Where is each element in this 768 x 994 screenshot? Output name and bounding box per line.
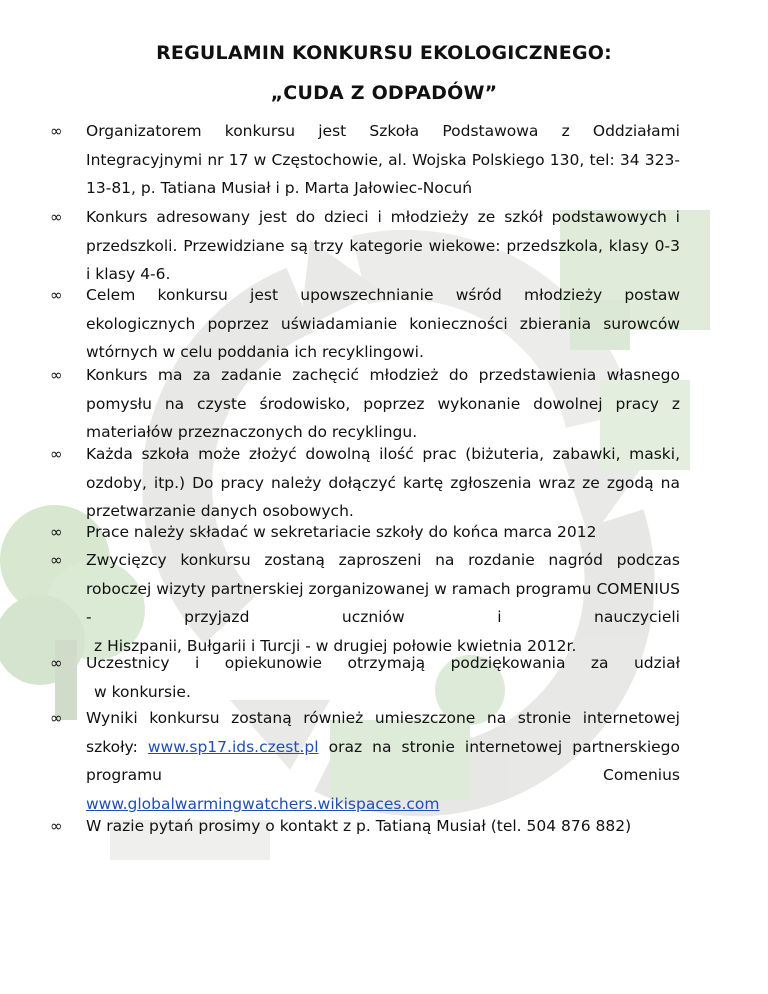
list-item: [50, 812, 680, 841]
list-item: [50, 281, 680, 367]
document-title-line-1: REGULAMIN KONKURSU EKOLOGICZNEGO:: [156, 42, 612, 64]
list-item-text: Celem konkursu jest upowszechnianie wśród młodzieży postaw ekologicznych poprzez uświadamianie konieczności zbierania surowców wtórnych w celu poddania ich recyklingowi.: [86, 286, 680, 362]
list-item-text: Uczestnicy i opiekunowie otrzymają podziękowania za udział: [86, 654, 680, 672]
list-item: [50, 649, 680, 706]
list-item: [50, 546, 680, 661]
infinity-bullet-icon: ∞: [50, 551, 63, 569]
infinity-bullet-icon: ∞: [50, 286, 63, 304]
list-item-text: [86, 704, 680, 790]
infinity-bullet-icon: ∞: [50, 709, 63, 727]
program-website-link[interactable]: www.globalwarmingwatchers.wikispaces.com: [86, 795, 440, 814]
list-item-text: Zwycięzcy konkursu zostaną zaproszeni na rozdanie nagród podczas roboczej wizyty partnerskiej zorganizowanej w ramach programu COMENIUS - przyjazd uczniów i nauczycieli: [86, 551, 680, 627]
list-item-text: Organizatorem konkursu jest Szkoła Podstawowa z Oddziałami Integracyjnymi nr 17 w Częstochowie, al. Wojska Polskiego 130, tel: 34 323-13-81, p. Tatiana Musiał i p. Marta Jałowiec-Nocuń: [86, 122, 680, 198]
list-item: [50, 518, 680, 547]
infinity-bullet-icon: ∞: [50, 817, 63, 835]
list-item: [50, 440, 680, 526]
document-title-line-2: „CUDA Z ODPADÓW”: [270, 82, 498, 104]
list-item-text-middle: oraz na stronie internetowej partnerskiego programu Comenius: [86, 737, 680, 785]
list-item: [50, 117, 680, 203]
infinity-bullet-icon: ∞: [50, 654, 63, 672]
list-item-text: Konkurs adresowany jest do dzieci i młodzieży ze szkół podstawowych i przedszkoli. Przewidziane są trzy kategorie wiekowe: przedszkola, klasy 0-3 i klasy 4-6.: [86, 208, 680, 284]
list-item-text: Prace należy składać w sekretariacie szkoły do końca marca 2012: [86, 523, 597, 541]
list-item-text: Każda szkoła może złożyć dowolną ilość prac (biżuteria, zabawki, maski, ozdoby, itp.) Do pracy należy dołączyć kartę zgłoszenia wraz ze zgodą na przetwarzanie danych osobowych.: [86, 445, 680, 521]
school-website-link[interactable]: www.sp17.ids.czest.pl: [147, 737, 319, 756]
infinity-bullet-icon: ∞: [50, 366, 63, 384]
list-item-text-continuation: w konkursie.: [94, 682, 191, 701]
list-item: [50, 203, 680, 289]
list-item-text: W razie pytań prosimy o kontakt z p. Tatianą Musiał (tel. 504 876 882): [86, 817, 632, 835]
list-item: [50, 704, 680, 819]
list-item-text: Konkurs ma za zadanie zachęcić młodzież do przedstawienia własnego pomysłu na czyste środowisko, poprzez wykonanie dowolnej pracy z materiałów przeznaczonych do recyklingu.: [86, 366, 680, 442]
list-item-text-continuation: z Hiszpanii, Bułgarii i Turcji - w drugiej połowie kwietnia 2012r.: [94, 637, 577, 656]
infinity-bullet-icon: ∞: [50, 122, 63, 140]
infinity-bullet-icon: ∞: [50, 445, 63, 463]
infinity-bullet-icon: ∞: [50, 208, 63, 226]
list-item-text-start: Wyniki konkursu zostaną również umieszczone na stronie internetowej szkoły:: [86, 709, 680, 756]
infinity-bullet-icon: ∞: [50, 523, 63, 541]
list-item: [50, 361, 680, 447]
